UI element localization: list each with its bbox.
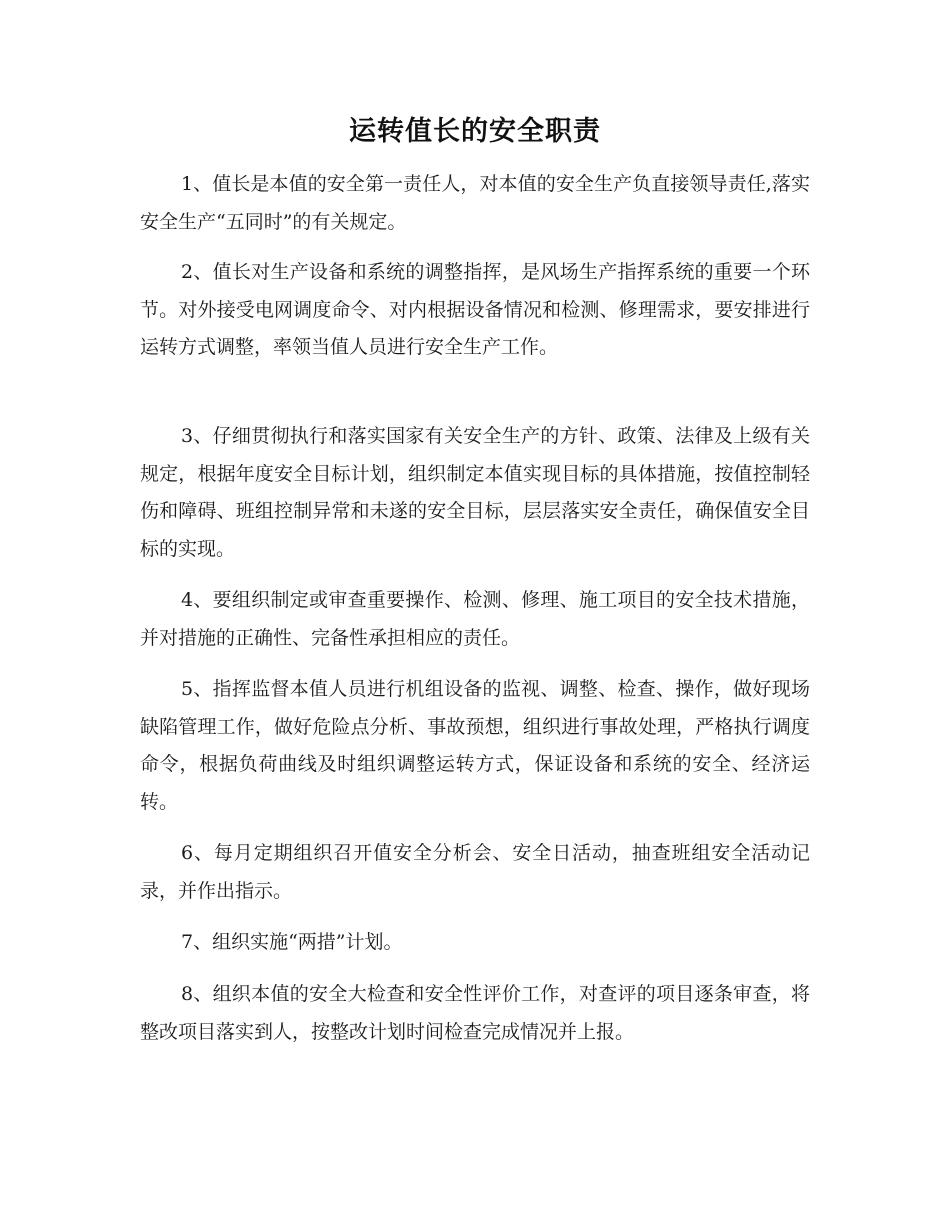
page-title: 运转值长的安全职责 [349, 116, 601, 147]
paragraph-1: 1、值长是本值的安全第一责任人，对本值的安全生产负直接领导责任,落实安全生产“五同时”的有关规定。 [140, 173, 810, 233]
paragraph-2: 2、值长对生产设备和系统的调整指挥，是风场生产指挥系统的重要一个环节。对外接受电网调度命令、对内根据设备情况和检测、修理需求，要安排进行运转方式调整，率领当值人员进行安全生产工作。 [140, 261, 810, 358]
paragraph-5: 5、指挥监督本值人员进行机组设备的监视、调整、检查、操作，做好现场缺陷管理工作，做好危险点分析、事故预想，组织进行事故处理，严格执行调度命令，根据负荷曲线及时组织调整运转方式，保证设备和系统的安全、经济运转。 [140, 678, 810, 813]
paragraph-8: 8、组织本值的安全大检查和安全性评价工作，对查评的项目逐条审查，将整改项目落实到人，按整改计划时间检查完成情况并上报。 [140, 983, 810, 1043]
paragraph-7: 7、组织实施“两措”计划。 [181, 931, 403, 953]
paragraph-4: 4、要组织制定或审查重要操作、检测、修理、施工项目的安全技术措施，并对措施的正确性、完备性承担相应的责任。 [140, 589, 810, 649]
paragraph-6: 6、每月定期组织召开值安全分析会、安全日活动，抽查班组安全活动记录，并作出指示。 [140, 842, 810, 902]
paragraph-3: 3、仔细贯彻执行和落实国家有关安全生产的方针、政策、法律及上级有关规定，根据年度安全目标计划，组织制定本值实现目标的具体措施，按值控制轻伤和障碍、班组控制异常和未遂的安全目标，层层落实安全责任，确保值安全目标的实现。 [140, 425, 810, 560]
